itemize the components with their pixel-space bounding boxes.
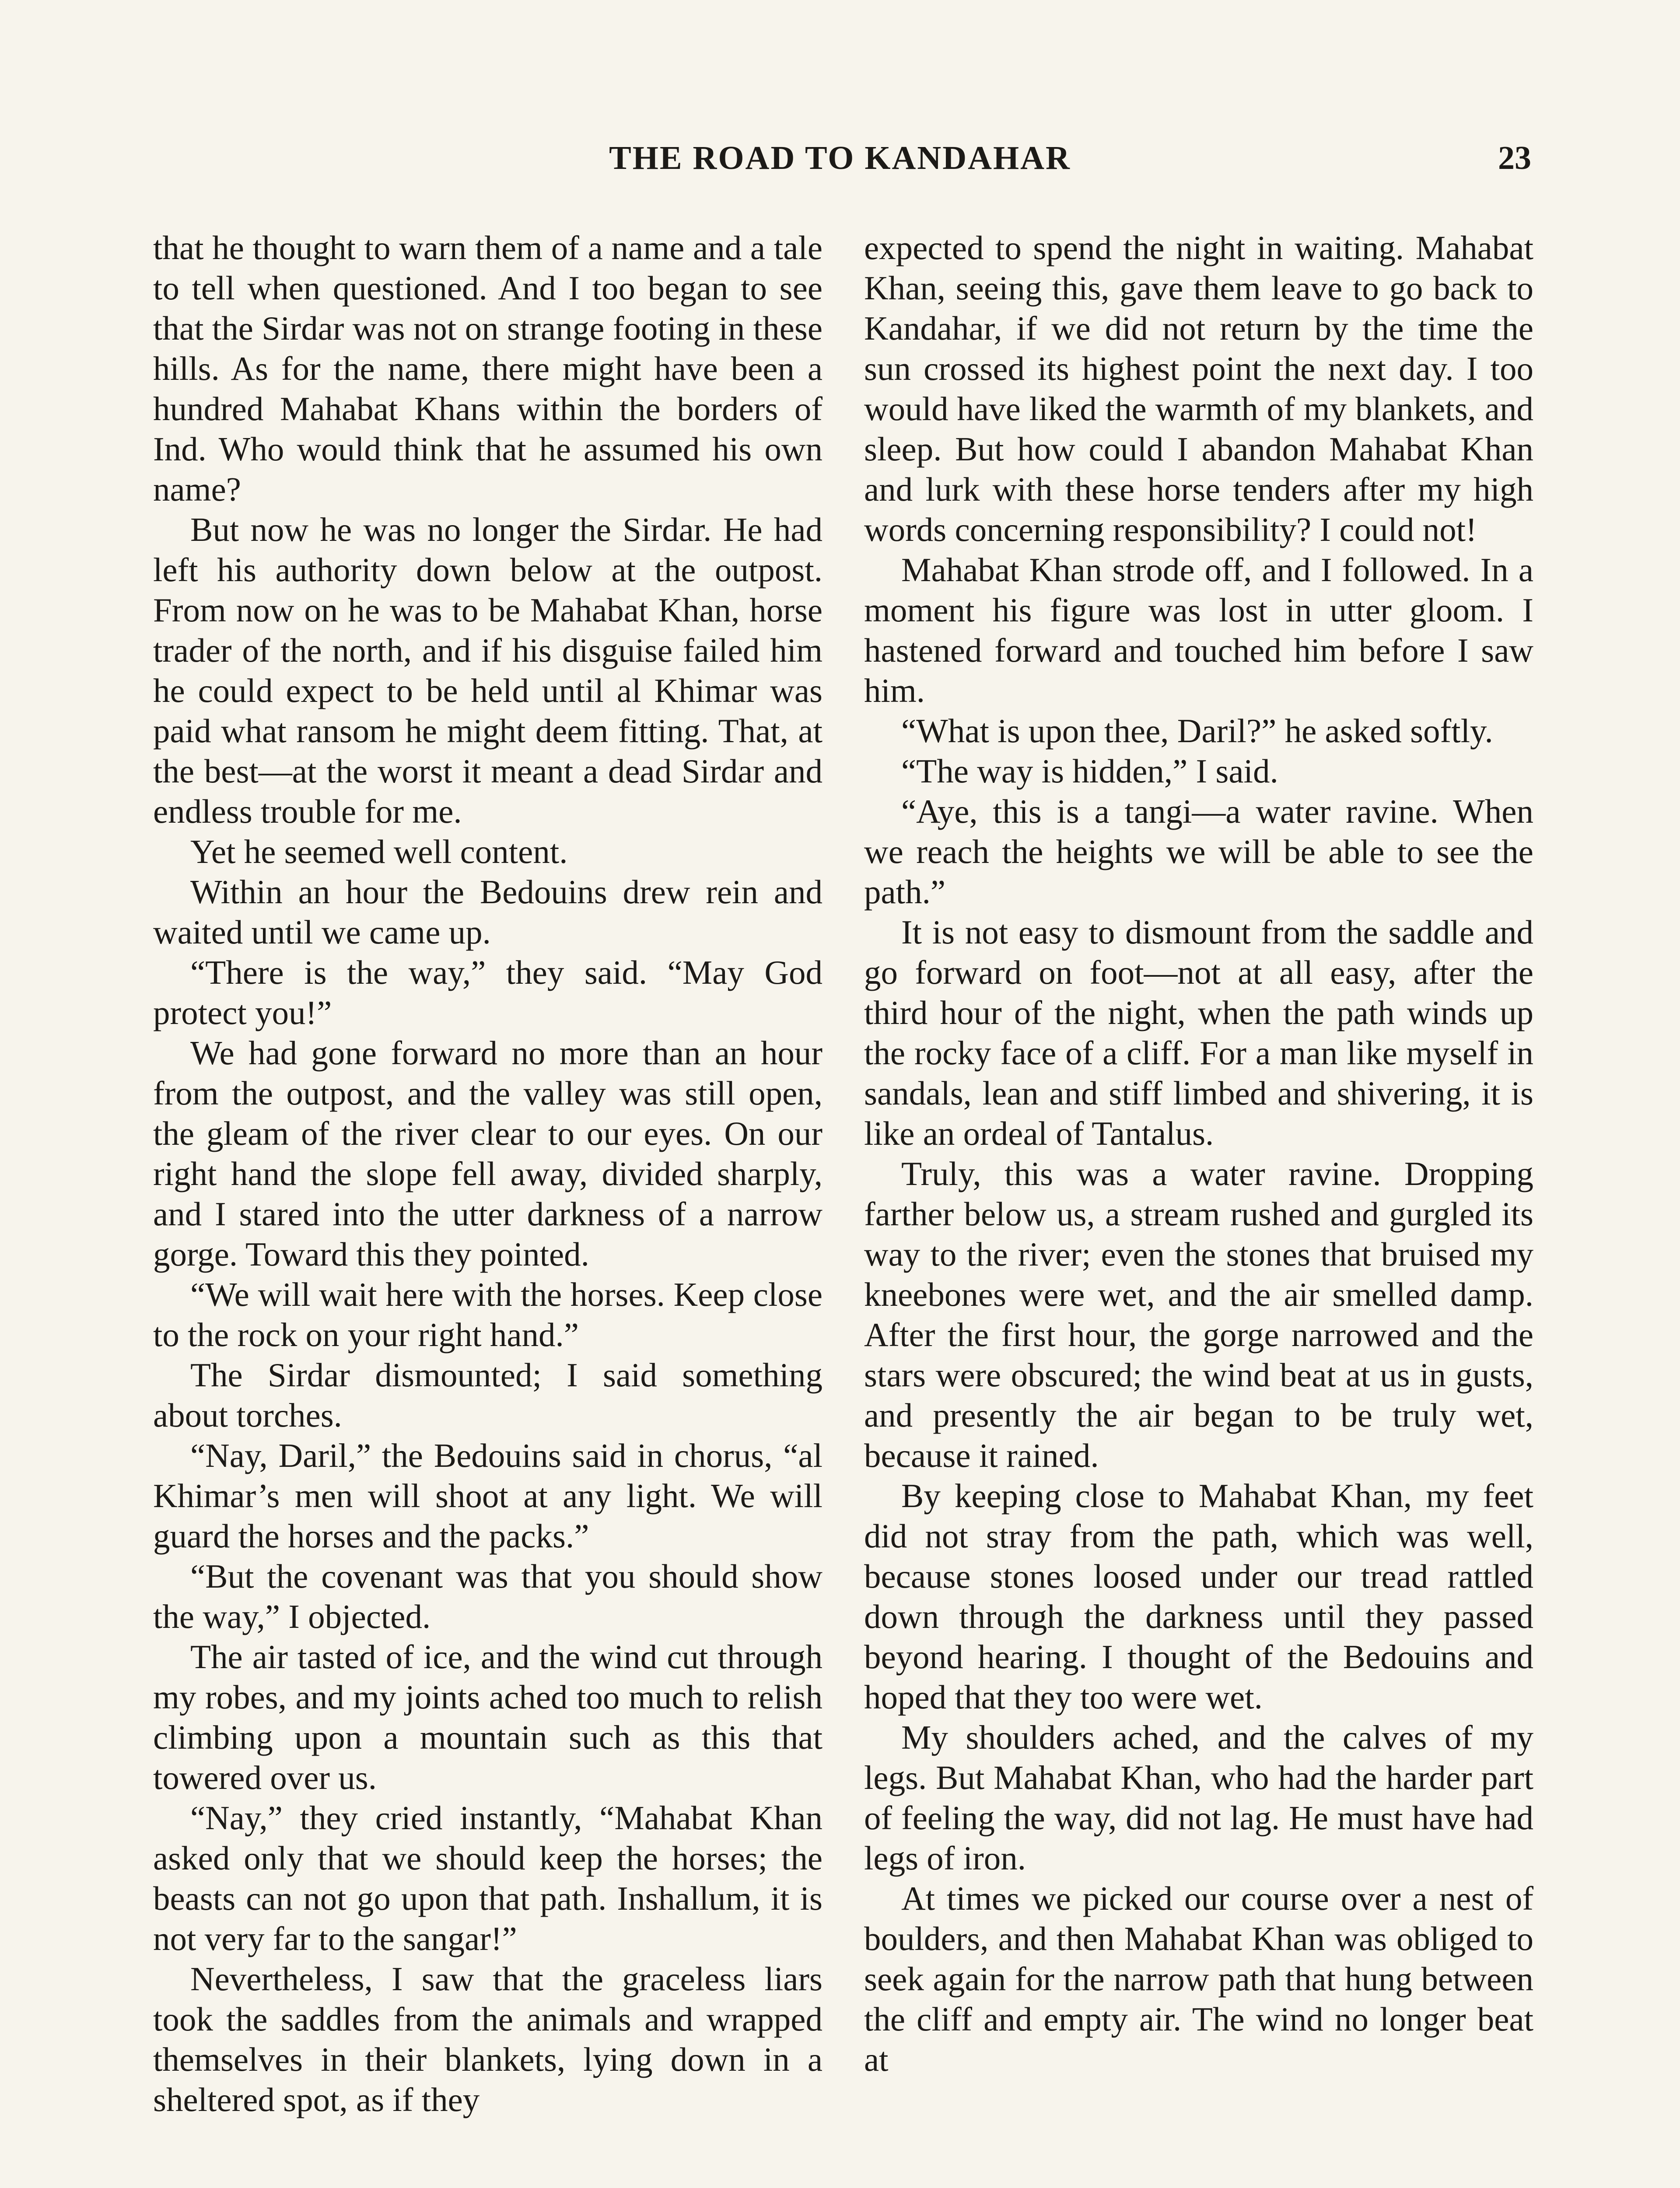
left-column <box>153 228 822 2120</box>
paragraph: “There is the way,” they said. “May God protect you!” <box>153 954 822 1031</box>
paragraph: that he thought to warn them of a name and a tale to tell when questioned. And I too began to see that the Sirdar was not on strange footing in these hills. As for the name, there might have been a hundred Mahabat Khans within the borders of Ind. Who would think that he assumed his own name? <box>153 229 822 508</box>
paragraph: “The way is hidden,” I said. <box>901 752 1278 790</box>
paragraph: Nevertheless, I saw that the graceless liars took the saddles from the animals and wrapped themselves in their blankets, lying down in a sheltered spot, as if they <box>153 1960 822 2118</box>
paragraph: expected to spend the night in waiting. Mahabat Khan, seeing this, gave them leave to go back to Kandahar, if we did not return by the time the sun crossed its highest point the next day. I too would have liked the warmth of my blankets, and sleep. But how could I abandon Mahabat Khan and lurk with these horse tenders after my high words concerning responsibility? I could not! <box>864 229 1533 548</box>
paragraph: “What is upon thee, Daril?” he asked softly. <box>901 712 1493 750</box>
paragraph: “We will wait here with the horses. Keep close to the rock on your right hand.” <box>153 1276 822 1353</box>
paragraph: Mahabat Khan strode off, and I followed. In a moment his figure was lost in utter gloom. I hastened forward and touched him before I saw him. <box>864 551 1533 709</box>
page-header <box>149 139 1531 187</box>
paragraph: At times we picked our course over a nest of boulders, and then Mahabat Khan was obliged to seek again for the narrow path that hung between the cliff and empty air. The wind no longer beat at <box>864 1879 1533 2078</box>
paragraph: We had gone forward no more than an hour from the outpost, and the valley was still open, the gleam of the river clear to our eyes. On our right hand the slope fell away, divided sharply, and I stared into the utter darkness of a narrow gorge. Toward this they pointed. <box>153 1034 822 1273</box>
running-title: THE ROAD TO KANDAHAR <box>609 140 1071 176</box>
paragraph: “But the covenant was that you should show the way,” I objected. <box>153 1557 822 1635</box>
page-number: 23 <box>1498 140 1531 176</box>
paragraph: Within an hour the Bedouins drew rein and waited until we came up. <box>153 873 822 951</box>
paragraph: The Sirdar dismounted; I said something about torches. <box>153 1356 822 1434</box>
paragraph: By keeping close to Mahabat Khan, my feet did not stray from the path, which was well, because stones loosed under our tread rattled down through the darkness until they passed beyond hearing. I thought of the Bedouins and hoped that they too were wet. <box>864 1477 1533 1716</box>
paragraph: Truly, this was a water ravine. Dropping farther below us, a stream rushed and gurgled its way to the river; even the stones that bruised my kneebones were wet, and the air smelled damp. After the first hour, the gorge narrowed and the stars were obscured; the wind beat at us in gusts, and presently the air began to be truly wet, because it rained. <box>864 1155 1533 1474</box>
paragraph: It is not easy to dismount from the saddle and go forward on foot—not at all easy, after the third hour of the night, when the path winds up the rocky face of a cliff. For a man like myself in sandals, lean and stiff limbed and shivering, it is like an ordeal of Tantalus. <box>864 913 1533 1152</box>
paragraph: “Nay, Daril,” the Bedouins said in chorus, “al Khimar’s men will shoot at any light. We will guard the horses and the packs.” <box>153 1437 822 1555</box>
paragraph: “Nay,” they cried instantly, “Mahabat Khan asked only that we should keep the horses; the beasts can not go upon that path. Inshallum, it is not very far to the sangar!” <box>153 1799 822 1957</box>
paragraph: My shoulders ached, and the calves of my legs. But Mahabat Khan, who had the harder part of feeling the way, did not lag. He must have had legs of iron. <box>864 1718 1533 1877</box>
paragraph: “Aye, this is a tangi—a water ravine. When we reach the heights we will be able to see the path.” <box>864 792 1533 911</box>
paragraph: The air tasted of ice, and the wind cut through my robes, and my joints ached too much to relish climbing upon a mountain such as this that towered over us. <box>153 1638 822 1796</box>
right-column <box>864 228 1533 2079</box>
paragraph: Yet he seemed well content. <box>190 833 568 870</box>
paragraph: But now he was no longer the Sirdar. He had left his authority down below at the outpost. From now on he was to be Mahabat Khan, horse trader of the north, and if his disguise failed him he could expect to be held until al Khimar was paid what ransom he might deem fitting. That, at the best—at the worst it meant a dead Sirdar and endless trouble for me. <box>153 511 822 830</box>
